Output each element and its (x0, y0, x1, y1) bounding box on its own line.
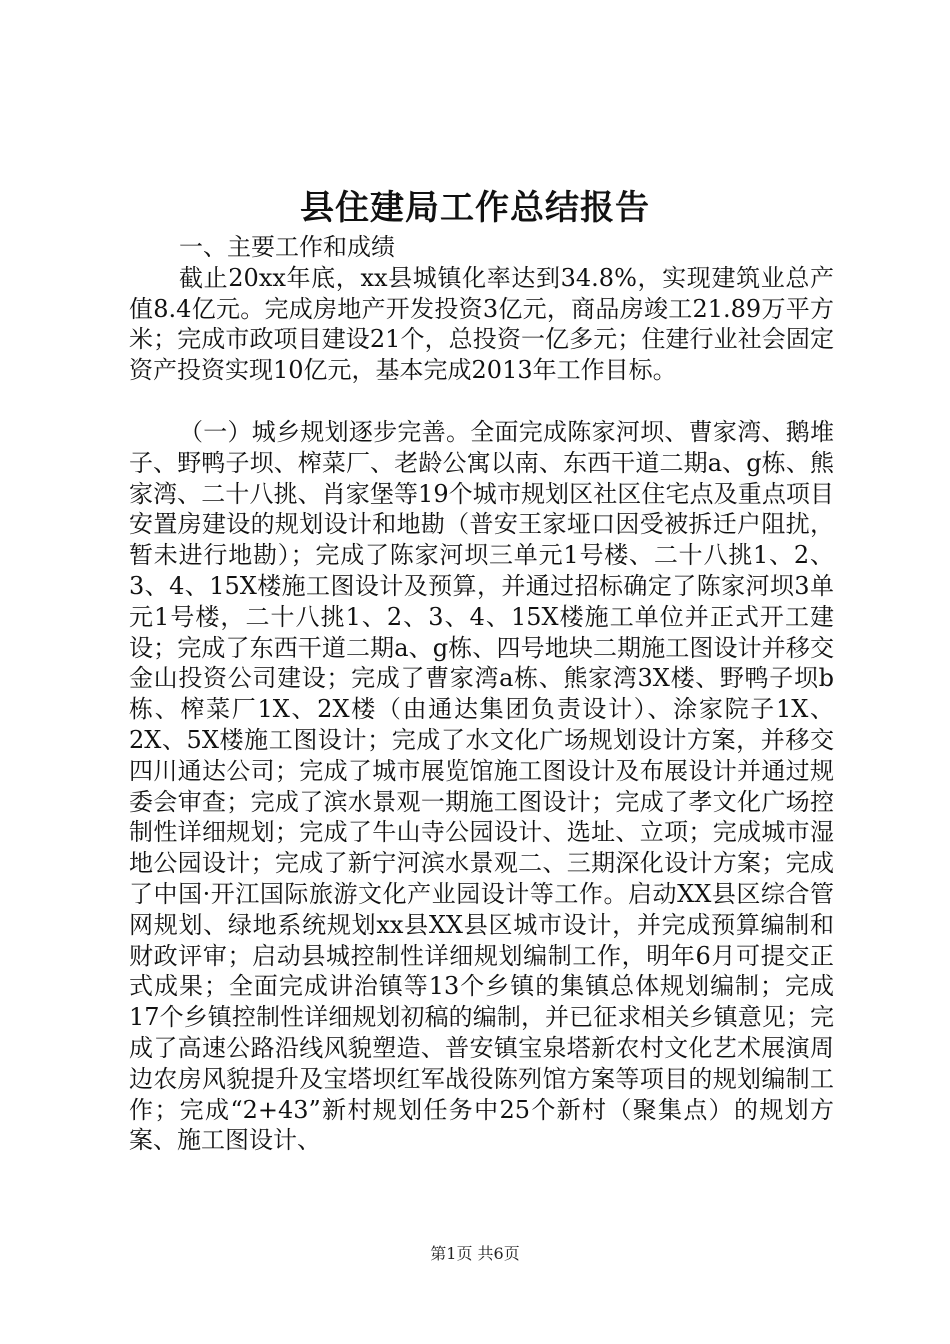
paragraph-urban-rural-planning: （一）城乡规划逐步完善。全面完成陈家河坝、曹家湾、鹅堆子、野鸭子坝、榨菜厂、老龄公寓以南、东西干道二期a、g栋、熊家湾、二十八挑、肖家堡等19个城市规划区社区住宅点及重点项目安置房建设的规划设计和地勘（普安王家垭口因受被拆迁户阻扰，暂未进行地勘）；完成了陈家河坝三单元1号楼、二十八挑1、2、3、4、15X楼施工图设计及预算，并通过招标确定了陈家河坝3单元1号楼，二十八挑1、2、3、4、15X楼施工单位并正式开工建设；完成了东西干道二期a、g栋、四号地块二期施工图设计并移交金山投资公司建设；完成了曹家湾a栋、熊家湾3X楼、野鸭子坝b栋、榨菜厂1X、2X楼（由通达集团负责设计）、涂家院子1X、2X、5X楼施工图设计；完成了水文化广场规划设计方案，并移交四川通达公司；完成了城市展览馆施工图设计及布展设计并通过规委会审查；完成了滨水景观一期施工图设计；完成了孝文化广场控制性详细规划；完成了牛山寺公园设计、选址、立项；完成城市湿地公园设计；完成了新宁河滨水景观二、三期深化设计方案；完成了中国·开江国际旅游文化产业园设计等工作。启动XX县区综合管网规划、绿地系统规划xx县XX县区城市设计，并完成预算编制和财政评审；启动县城控制性详细规划编制工作，明年6月可提交正式成果；全面完成讲治镇等13个乡镇的集镇总体规划编制；完成17个乡镇控制性详细规划初稿的编制，并已征求相关乡镇意见；完成了高速公路沿线风貌塑造、普安镇宝泉塔新农村文化艺术展演周边农房风貌提升及宝塔坝红军战役陈列馆方案等项目的规划编制工作；完成“2+43”新村规划任务中25个新村（聚集点）的规划方案、施工图设计、 (129, 417, 834, 1155)
section-heading: 一、主要工作和成绩 (179, 233, 395, 261)
paragraph-summary: 截止20xx年底，xx县城镇化率达到34.8%，实现建筑业总产值8.4亿元。完成房地产开发投资3亿元，商品房竣工21.89万平方米；完成市政项目建设21个，总投资一亿多元；住建行业社会固定资产投资实现10亿元，基本完成2013年工作目标。 (129, 263, 834, 385)
document-title: 县住建局工作总结报告 (300, 188, 650, 228)
page-footer: 第1页 共6页 (430, 1244, 520, 1263)
document-body (129, 232, 834, 1156)
